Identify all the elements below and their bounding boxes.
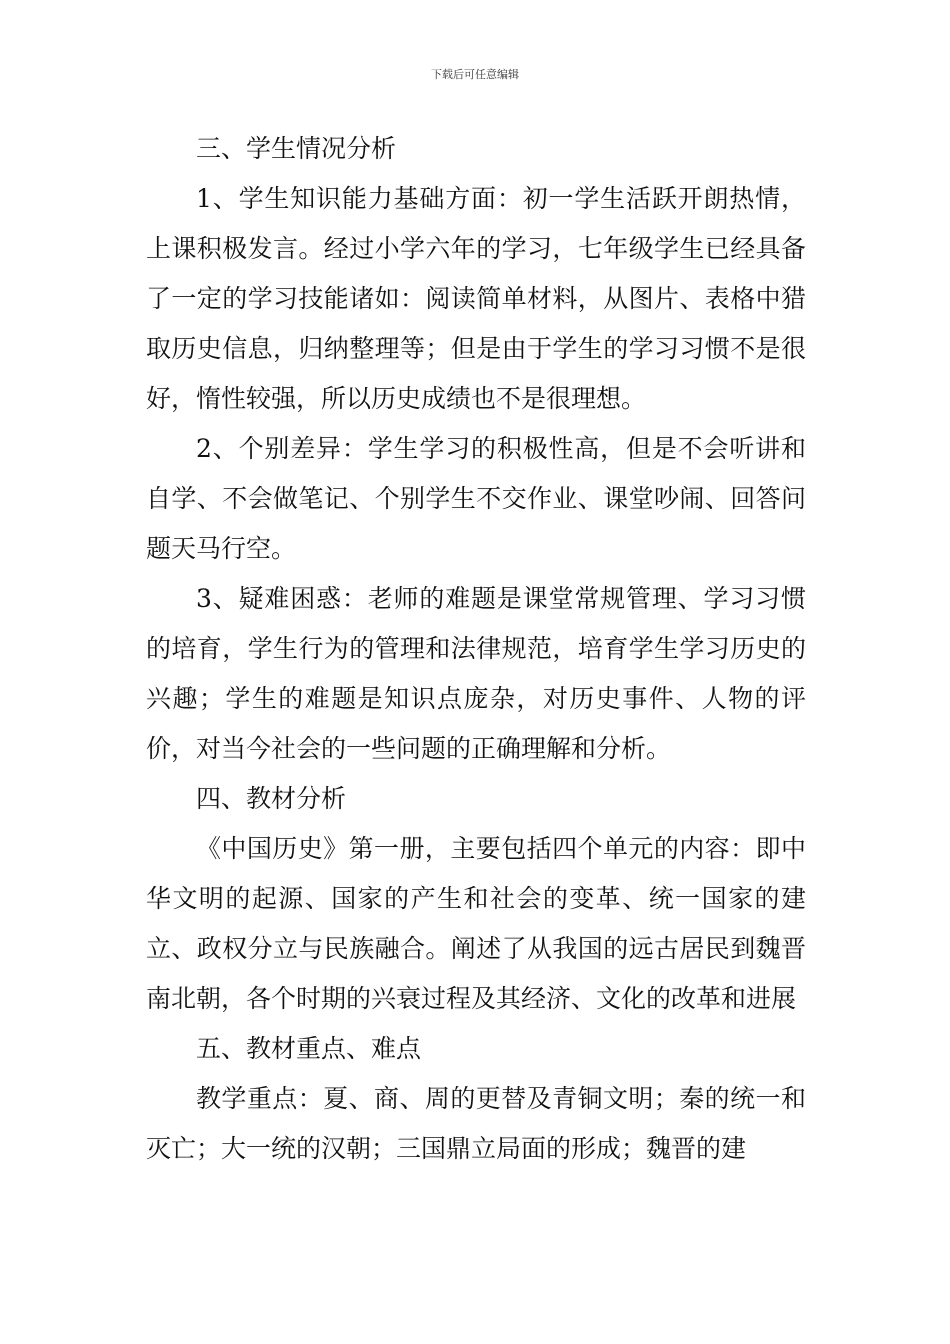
section-heading-textbook-analysis: 四、教材分析 bbox=[196, 784, 347, 813]
section-heading-student-analysis: 三、学生情况分析 bbox=[196, 134, 397, 163]
paragraph-teaching-key-points: 教学重点：夏、商、周的更替及青铜文明；秦的统一和灭亡；大一统的汉朝；三国鼎立局面的形成；魏晋的建 bbox=[146, 1084, 806, 1163]
section-heading-key-points: 五、教材重点、难点 bbox=[196, 1034, 422, 1063]
paragraph-knowledge-ability: 1、学生知识能力基础方面：初一学生活跃开朗热情，上课积极发言。经过小学六年的学习，七年级学生已经具备了一定的学习技能诸如：阅读简单材料，从图片、表格中猎取历史信息，归纳整理等；但是由于学生的学习习惯不是很好，惰性较强，所以历史成绩也不是很理想。 bbox=[146, 184, 806, 413]
paragraph-difficulties: 3、疑难困惑：老师的难题是课堂常规管理、学习习惯的培育，学生行为的管理和法律规范，培育学生学习历史的兴趣；学生的难题是知识点庞杂，对历史事件、人物的评价，对当今社会的一些问题的正确理解和分析。 bbox=[146, 584, 806, 763]
document-body bbox=[146, 124, 806, 1174]
paragraph-individual-differences: 2、个别差异：学生学习的积极性高，但是不会听讲和自学、不会做笔记、个别学生不交作业、课堂吵闹、回答问题天马行空。 bbox=[146, 434, 806, 563]
page-header: 下载后可任意编辑 bbox=[431, 68, 519, 81]
paragraph-textbook-content: 《中国历史》第一册，主要包括四个单元的内容：即中华文明的起源、国家的产生和社会的变革、统一国家的建立、政权分立与民族融合。阐述了从我国的远古居民到魏晋南北朝，各个时期的兴衰过程及其经济、文化的改革和进展 bbox=[146, 834, 806, 1013]
